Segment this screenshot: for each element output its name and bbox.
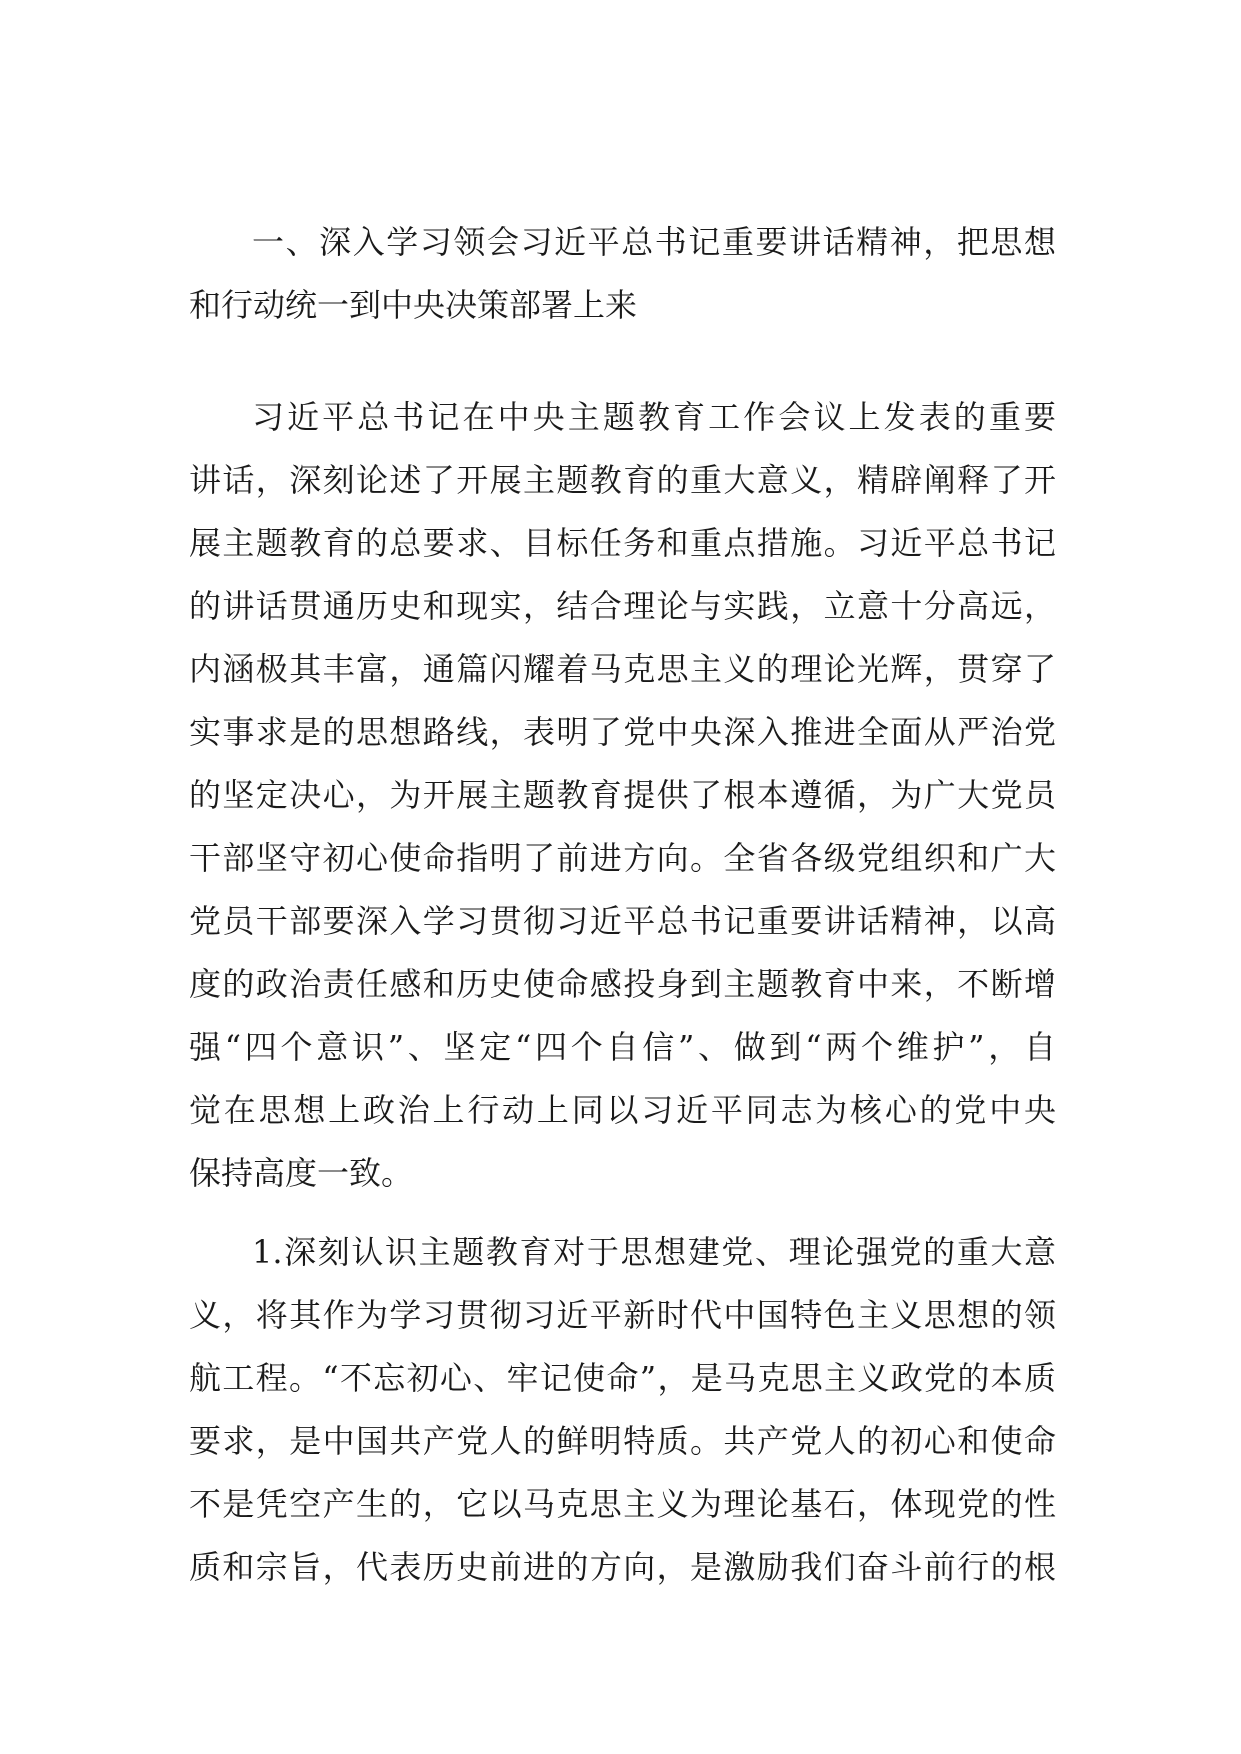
section-heading — [189, 211, 1056, 337]
paragraph-line: 内涵极其丰富，通篇闪耀着马克思主义的理论光辉，贯穿了 — [189, 650, 1056, 688]
paragraph-line: 讲话，深刻论述了开展主题教育的重大意义，精辟阐释了开 — [189, 461, 1056, 499]
heading-line-2: 和行动统一到中央决策部署上来 — [189, 286, 638, 324]
paragraph-line: 保持高度一致。 — [189, 1154, 414, 1192]
paragraph-line: 质和宗旨，代表历史前进的方向，是激励我们奋斗前行的根 — [189, 1548, 1056, 1586]
paragraph-line: 干部坚守初心使命指明了前进方向。全省各级党组织和广大 — [189, 839, 1056, 877]
paragraph-line: 不是凭空产生的，它以马克思主义为理论基石，体现党的性 — [189, 1485, 1056, 1523]
paragraph-2 — [189, 1221, 1056, 1599]
paragraph-line: 的坚定决心，为开展主题教育提供了根本遵循，为广大党员 — [189, 776, 1056, 814]
paragraph-1 — [189, 386, 1056, 1205]
paragraph-line: 的讲话贯通历史和现实，结合理论与实践，立意十分高远， — [189, 587, 1056, 625]
paragraph-line: 实事求是的思想路线，表明了党中央深入推进全面从严治党 — [189, 713, 1056, 751]
paragraph-line: 航工程。“不忘初心、牢记使命”，是马克思主义政党的本质 — [189, 1359, 1056, 1397]
paragraph-line: 展主题教育的总要求、目标任务和重点措施。习近平总书记 — [189, 524, 1056, 562]
paragraph-line: 党员干部要深入学习贯彻习近平总书记重要讲话精神，以高 — [189, 902, 1056, 940]
paragraph-line: 强“四个意识”、坚定“四个自信”、做到“两个维护”，自 — [189, 1028, 1056, 1066]
paragraph-line: 度的政治责任感和历史使命感投身到主题教育中来，不断增 — [189, 965, 1056, 1003]
paragraph-line: 习近平总书记在中央主题教育工作会议上发表的重要 — [252, 398, 1056, 436]
paragraph-line: 觉在思想上政治上行动上同以习近平同志为核心的党中央 — [189, 1091, 1056, 1129]
paragraph-line: 义，将其作为学习贯彻习近平新时代中国特色主义思想的领 — [189, 1296, 1056, 1334]
heading-line-1: 一、深入学习领会习近平总书记重要讲话精神，把思想 — [252, 223, 1056, 261]
paragraph-line: 1.深刻认识主题教育对于思想建党、理论强党的重大意 — [252, 1233, 1056, 1271]
paragraph-line: 要求，是中国共产党人的鲜明特质。共产党人的初心和使命 — [189, 1422, 1056, 1460]
